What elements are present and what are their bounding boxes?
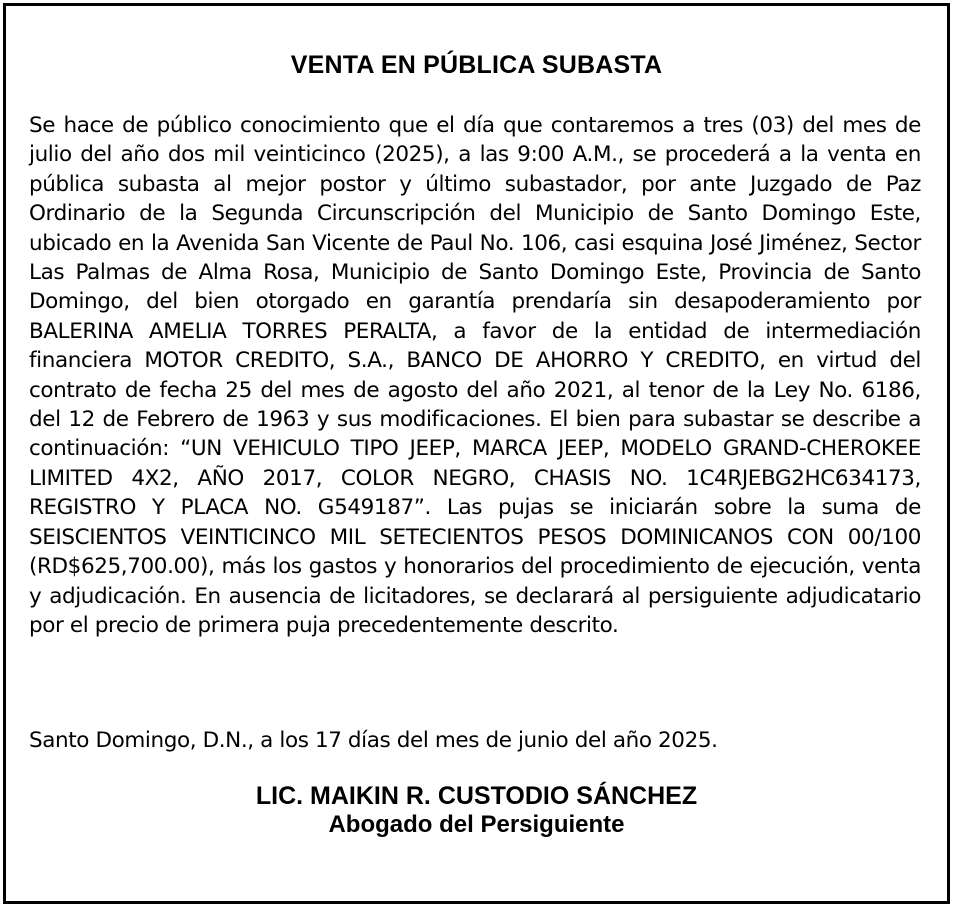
signature-block — [6, 782, 947, 839]
notice-date-line: Santo Domingo, D.N., a los 17 días del mes de junio del año 2025. — [29, 728, 718, 753]
notice-body: Se hace de público conocimiento que el día que contaremos a tres (03) del mes de julio del año dos mil veinticinco (2025), a las 9:00 A.M., se procederá a la venta en pública subasta al mejor postor y último subastador, por ante Juzgado de Paz Ordinario de la Segunda Circunscripción del Municipio de Santo Domingo Este, ubicado en la Avenida San Vicente de Paul No. 106, casi esquina José Jiménez, Sector Las Palmas de Alma Rosa, Municipio de Santo Domingo Este, Provincia de Santo Domingo, del bien otorgado en garantía prendaría sin desapoderamiento por BALERINA AMELIA TORRES PERALTA, a favor de la entidad de intermediación financiera MOTOR CREDITO, S.A., BANCO DE AHORRO Y CREDITO, en virtud del contrato de fecha 25 del mes de agosto del año 2021, al tenor de la Ley No. 6186, del 12 de Febrero de 1963 y sus modificaciones. El bien para subastar se describe a continuación: “UN VEHICULO TIPO JEEP, MARCA JEEP, MODELO GRAND-CHEROKEE LIMITED 4X2, AÑO 2017, COLOR NEGRO, CHASIS NO. 1C4RJEBG2HC634173, REGISTRO Y PLACA NO. G549187”. Las pujas se iniciarán sobre la suma de SEISCIENTOS VEINTICINCO MIL SETECIENTOS PESOS DOMINICANOS CON 00/100 (RD$625,700.00), más los gastos y honorarios del procedimiento de ejecución, venta y adjudicación. En ausencia de licitadores, se declarará al persiguiente adjudicatario por el precio de primera puja precedentemente descrito. — [29, 113, 921, 638]
signatory-role: Abogado del Persiguiente — [328, 811, 625, 838]
legal-notice — [3, 3, 950, 904]
notice-title: VENTA EN PÚBLICA SUBASTA — [290, 51, 663, 79]
signatory-name: LIC. MAIKIN R. CUSTODIO SÁNCHEZ — [255, 782, 698, 810]
